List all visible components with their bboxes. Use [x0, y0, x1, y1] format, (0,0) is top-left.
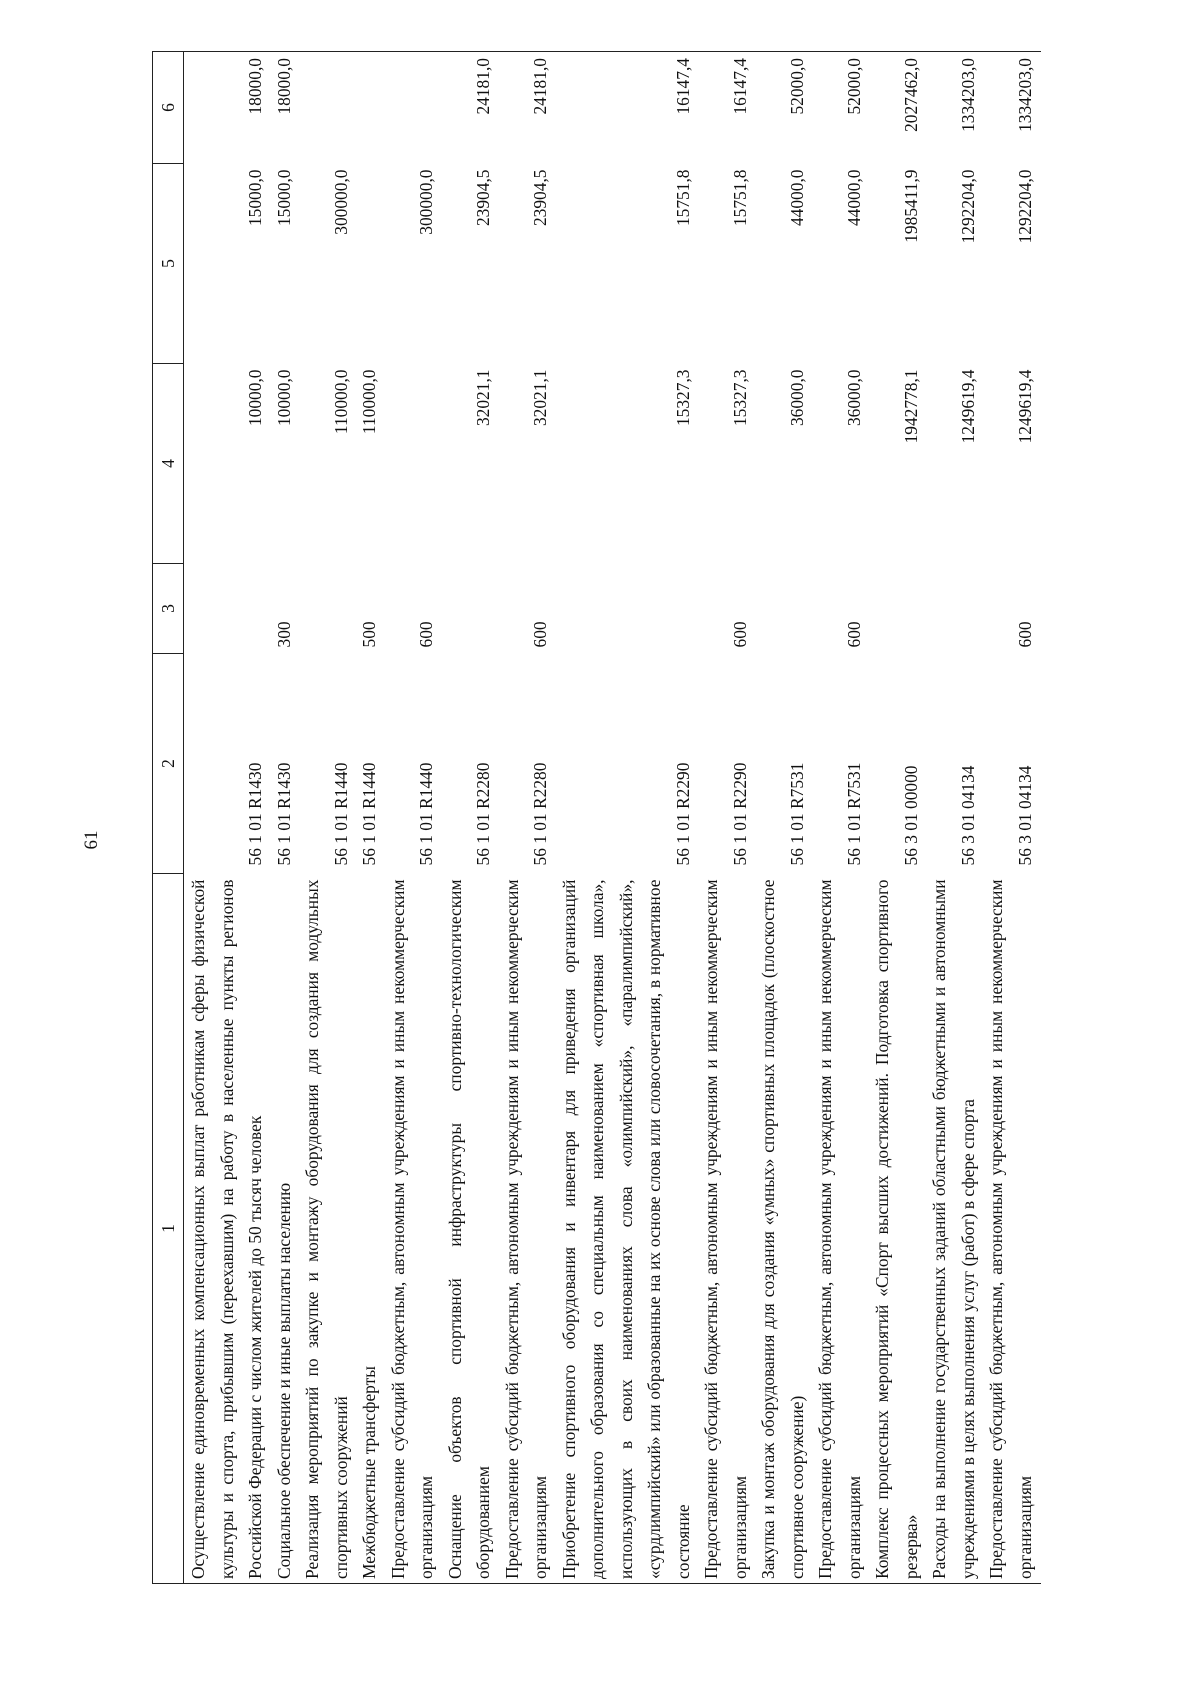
row-value-year1 — [384, 364, 441, 564]
row-group: 600 — [416, 621, 436, 648]
table-row — [697, 52, 754, 1584]
rotated-page-content — [152, 52, 1062, 1584]
row-group: 600 — [1014, 621, 1035, 648]
table-row — [925, 52, 982, 1584]
row-code: 56 1 01 R1430 — [273, 762, 294, 866]
page-number: 61 — [81, 830, 102, 850]
row-value-year1: 32021,1 — [473, 369, 493, 427]
row-code: 56 3 01 00000 — [900, 765, 921, 866]
table-row — [982, 52, 1041, 1584]
row-name: Предоставление субсидий бюджетным, автономным учреждениям и иным некоммерческим организациям — [811, 874, 868, 1584]
row-code: 56 1 01 R2290 — [729, 762, 750, 866]
row-name: Осуществление единовременных компенсационных выплат работникам сферы физической культуры и спорта, прибывшим (переехавшим) на работу в населенные пункты регионов Российской Федерации с числом жителей до 50 тысяч человек — [184, 874, 270, 1584]
row-value-year1: 36000,0 — [786, 369, 807, 427]
row-value-year2: 300000,0 — [416, 169, 436, 235]
row-value-year3: 52000,0 — [811, 52, 868, 164]
row-value-year3: 24181,0 — [498, 52, 555, 164]
table-row — [498, 52, 555, 1584]
row-name: Закупка и монтаж оборудования для создания «умных» спортивных площадок (плоскостное спортивное сооружение) — [754, 874, 811, 1584]
table-row — [355, 52, 384, 1584]
row-name: Расходы на выполнение государственных заданий областными бюджетными и автономными учреждениями в целях выполнения услуг (работ) в сфере спорта — [925, 874, 982, 1584]
row-name: Межбюджетные трансферты — [355, 874, 384, 1584]
table-row — [754, 52, 811, 1584]
row-value-year2: 300000,0 — [330, 169, 351, 235]
row-code: 56 1 01 R1440 — [330, 762, 351, 866]
row-value-year3: 18000,0 — [270, 52, 299, 164]
table-row — [384, 52, 441, 1584]
row-value-year3: 1334203,0 — [982, 52, 1041, 164]
row-value-year2: 15000,0 — [273, 169, 294, 227]
table-row — [298, 52, 355, 1584]
row-value-year3: 18000,0 — [184, 52, 270, 164]
column-header-4: 4 — [153, 364, 184, 564]
table-row — [270, 52, 299, 1584]
row-group: 300 — [273, 621, 294, 648]
row-code: 56 1 01 R7531 — [786, 762, 807, 866]
row-group — [298, 564, 355, 654]
table-row — [441, 52, 498, 1584]
row-group — [441, 564, 498, 654]
row-value-year1: 10000,0 — [245, 369, 265, 427]
column-header-5: 5 — [153, 164, 184, 364]
row-value-year1: 15327,3 — [729, 369, 750, 427]
row-value-year2: 23904,5 — [530, 169, 550, 227]
row-value-year1: 110000,0 — [359, 369, 379, 435]
row-value-year1: 32021,1 — [530, 369, 550, 427]
row-group — [184, 564, 270, 654]
row-value-year3: 16147,4 — [555, 52, 698, 164]
row-code: 56 1 01 R2280 — [473, 762, 493, 866]
table-row — [811, 52, 868, 1584]
row-group — [868, 564, 925, 654]
row-value-year3: 16147,4 — [697, 52, 754, 164]
row-code: 56 3 01 04134 — [957, 765, 978, 866]
row-code: 56 3 01 04134 — [1014, 765, 1035, 866]
row-value-year1: 1249619,4 — [1014, 369, 1035, 444]
table-row — [868, 52, 925, 1584]
row-value-year1: 15327,3 — [672, 369, 693, 427]
row-value-year2: 15751,8 — [729, 169, 750, 227]
row-group: 600 — [729, 621, 750, 648]
row-name: Реализация мероприятий по закупке и монтажу оборудования для создания модульных спортивных сооружений — [298, 874, 355, 1584]
row-value-year1: 36000,0 — [843, 369, 864, 427]
row-value-year2: 44000,0 — [843, 169, 864, 227]
row-name: Предоставление субсидий бюджетным, автономным учреждениям и иным некоммерческим организациям — [982, 874, 1041, 1584]
row-code: 56 1 01 R1440 — [359, 762, 379, 866]
row-value-year3: 24181,0 — [441, 52, 498, 164]
table-row — [184, 52, 270, 1584]
table-header-row — [153, 52, 184, 1584]
row-name: Предоставление субсидий бюджетным, автономным учреждениям и иным некоммерческим организациям — [498, 874, 555, 1584]
row-value-year2: 1985411,9 — [900, 169, 921, 243]
row-value-year3: 52000,0 — [754, 52, 811, 164]
row-code: 56 1 01 R2280 — [530, 762, 550, 866]
row-value-year2 — [355, 164, 384, 364]
row-value-year3 — [355, 52, 384, 164]
row-name: Комплекс процессных мероприятий «Спорт высших достижений. Подготовка спортивного резерва» — [868, 874, 925, 1584]
row-value-year2: 1292204,0 — [957, 169, 978, 244]
row-code: 56 1 01 R1430 — [245, 762, 265, 866]
column-header-6: 6 — [153, 52, 184, 164]
column-header-1: 1 — [153, 874, 184, 1584]
row-group — [555, 564, 698, 654]
row-name: Оснащение объектов спортивной инфраструктуры спортивно-технологическим оборудованием — [441, 874, 498, 1584]
row-name: Социальное обеспечение и иные выплаты населению — [270, 874, 299, 1584]
row-group — [754, 564, 811, 654]
row-value-year3 — [384, 52, 441, 164]
row-value-year1: 10000,0 — [273, 369, 294, 427]
row-value-year2: 44000,0 — [786, 169, 807, 227]
row-group: 600 — [530, 621, 550, 648]
row-group — [925, 564, 982, 654]
row-value-year1: 110000,0 — [330, 369, 351, 435]
column-header-3: 3 — [153, 564, 184, 654]
row-group: 500 — [359, 621, 379, 648]
row-value-year1: 1942778,1 — [900, 369, 921, 444]
row-code: 56 1 01 R2290 — [672, 762, 693, 866]
column-header-2: 2 — [153, 654, 184, 874]
table-row — [555, 52, 698, 1584]
row-value-year2: 1292204,0 — [1014, 169, 1035, 244]
budget-table — [152, 51, 1041, 1584]
row-group: 600 — [843, 621, 864, 648]
row-name: Приобретение спортивного оборудования и инвентаря для приведения организаций дополнительного образования со специальным наименованием «спортивная школа», использующих в своих наименованиях слова «олимпийский», «паралимпийский», «сурдлимпийский» или образованные на их основе слова или словосочетания, в нормативное состояние — [555, 874, 698, 1584]
row-value-year3: 1334203,0 — [925, 52, 982, 164]
row-value-year2: 15000,0 — [245, 169, 265, 227]
row-value-year1: 1249619,4 — [957, 369, 978, 444]
row-name: Предоставление субсидий бюджетным, автономным учреждениям и иным некоммерческим организациям — [697, 874, 754, 1584]
row-value-year3 — [298, 52, 355, 164]
row-value-year2: 15751,8 — [672, 169, 693, 227]
row-value-year2: 23904,5 — [473, 169, 493, 227]
row-code: 56 1 01 R7531 — [843, 762, 864, 866]
row-name: Предоставление субсидий бюджетным, автономным учреждениям и иным некоммерческим организациям — [384, 874, 441, 1584]
row-value-year3: 2027462,0 — [868, 52, 925, 164]
row-code: 56 1 01 R1440 — [416, 762, 436, 866]
